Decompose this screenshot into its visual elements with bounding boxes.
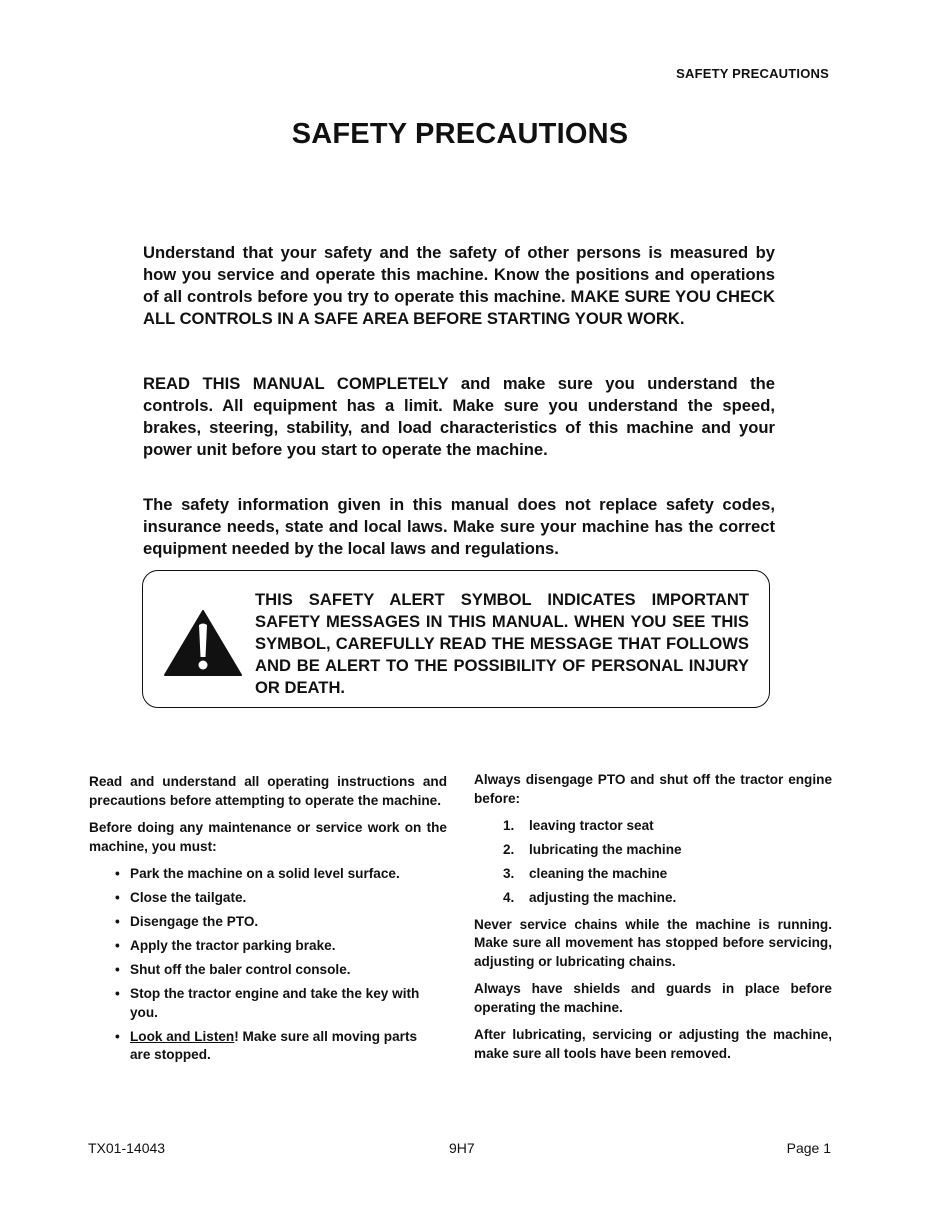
bullet-icon: •	[115, 1028, 120, 1044]
list-item	[474, 817, 832, 836]
list-item	[89, 1028, 430, 1065]
step-number: 1.	[503, 818, 515, 833]
list-item-text: ! Make sure all moving parts are stopped.	[130, 1028, 418, 1062]
list-item-text: Disengage the PTO.	[130, 914, 259, 929]
list-item	[474, 841, 832, 860]
bullet-icon: •	[115, 866, 120, 881]
list-item	[474, 889, 832, 908]
page-title: SAFETY PRECAUTIONS	[291, 118, 629, 150]
bullet-icon: •	[115, 938, 120, 953]
step-number: 3.	[503, 866, 515, 881]
footer-page-number: Page 1	[786, 1140, 831, 1156]
bullet-icon: •	[115, 914, 120, 929]
step-text: adjusting the machine.	[529, 890, 677, 905]
intro-paragraph-3: The safety information given in this manual does not replace safety codes, insurance needs, state and local laws. Make sure your machine has the correct equipment needed by the local laws and regulations.	[143, 495, 775, 558]
right-paragraph-3: Always have shields and guards in place before operating the machine.	[474, 981, 832, 1015]
look-and-listen-emphasis: Look and Listen	[130, 1028, 235, 1044]
step-number: 4.	[503, 890, 515, 905]
list-item	[89, 985, 430, 1022]
intro-paragraph-2	[143, 373, 775, 461]
safety-alert-text: THIS SAFETY ALERT SYMBOL INDICATES IMPORTANT SAFETY MESSAGES IN THIS MANUAL. WHEN YOU SEE THIS SYMBOL, CAREFULLY READ THE MESSAGE THAT FOLLOWS AND BE ALERT TO THE POSSIBILITY OF PERSONAL INJURY OR DEATH.	[255, 590, 749, 697]
step-number: 2.	[503, 842, 515, 857]
right-paragraph-2: Never service chains while the machine is running. Make sure all movement has stopped before servicing, adjusting or lubricating chains.	[474, 916, 832, 969]
footer-doc-number: TX01-14043	[88, 1140, 166, 1156]
safety-alert-triangle-icon	[164, 609, 242, 677]
list-item-text: Close the tailgate.	[130, 890, 247, 905]
pto-steps-list	[474, 817, 832, 908]
step-text: leaving tractor seat	[529, 818, 654, 833]
list-item	[89, 865, 430, 884]
safety-alert-box	[142, 570, 770, 708]
maintenance-bullet-list	[89, 865, 447, 1065]
right-paragraph-4: After lubricating, servicing or adjusting the machine, make sure all tools have been removed.	[474, 1027, 832, 1061]
list-item-text: Park the machine on a solid level surface.	[130, 866, 400, 881]
right-paragraph-1: Always disengage PTO and shut off the tractor engine before:	[474, 772, 832, 806]
list-item-text: Apply the tractor parking brake.	[130, 938, 336, 953]
bullet-icon: •	[115, 986, 120, 1001]
bullet-icon: •	[115, 962, 120, 977]
step-text: lubricating the machine	[529, 842, 682, 857]
right-column	[474, 771, 832, 1072]
footer-code: 9H7	[449, 1140, 475, 1156]
step-text: cleaning the machine	[529, 866, 668, 881]
intro-paragraph-1: Understand that your safety and the safety of other persons is measured by how you service and operate this machine. Know the positions and operations of all controls before you try to operate this machine. MAKE SURE YOU CHECK ALL CONTROLS IN A SAFE AREA BEFORE STARTING YOUR WORK.	[143, 243, 775, 328]
bullet-icon: •	[115, 890, 120, 905]
running-header: SAFETY PRECAUTIONS	[676, 66, 829, 81]
list-item-text: Stop the tractor engine and take the key with you.	[130, 986, 420, 1020]
list-item	[89, 961, 430, 980]
list-item-text: Shut off the baler control console.	[130, 962, 351, 977]
list-item	[89, 889, 430, 908]
list-item	[474, 865, 832, 884]
list-item	[89, 913, 430, 932]
left-column	[89, 773, 447, 1070]
left-paragraph-1: Read and understand all operating instructions and precautions before attempting to operate the machine.	[89, 774, 447, 808]
list-item	[89, 937, 430, 956]
intro-paragraph-2-text: READ THIS MANUAL COMPLETELY and make sure you understand the controls. All equipment has a limit. Make sure you understand the speed, brakes, steering, stability, and load characteristics of this machine and your power unit before you start to operate the machine.	[143, 374, 775, 459]
left-paragraph-2: Before doing any maintenance or service work on the machine, you must:	[89, 820, 447, 854]
